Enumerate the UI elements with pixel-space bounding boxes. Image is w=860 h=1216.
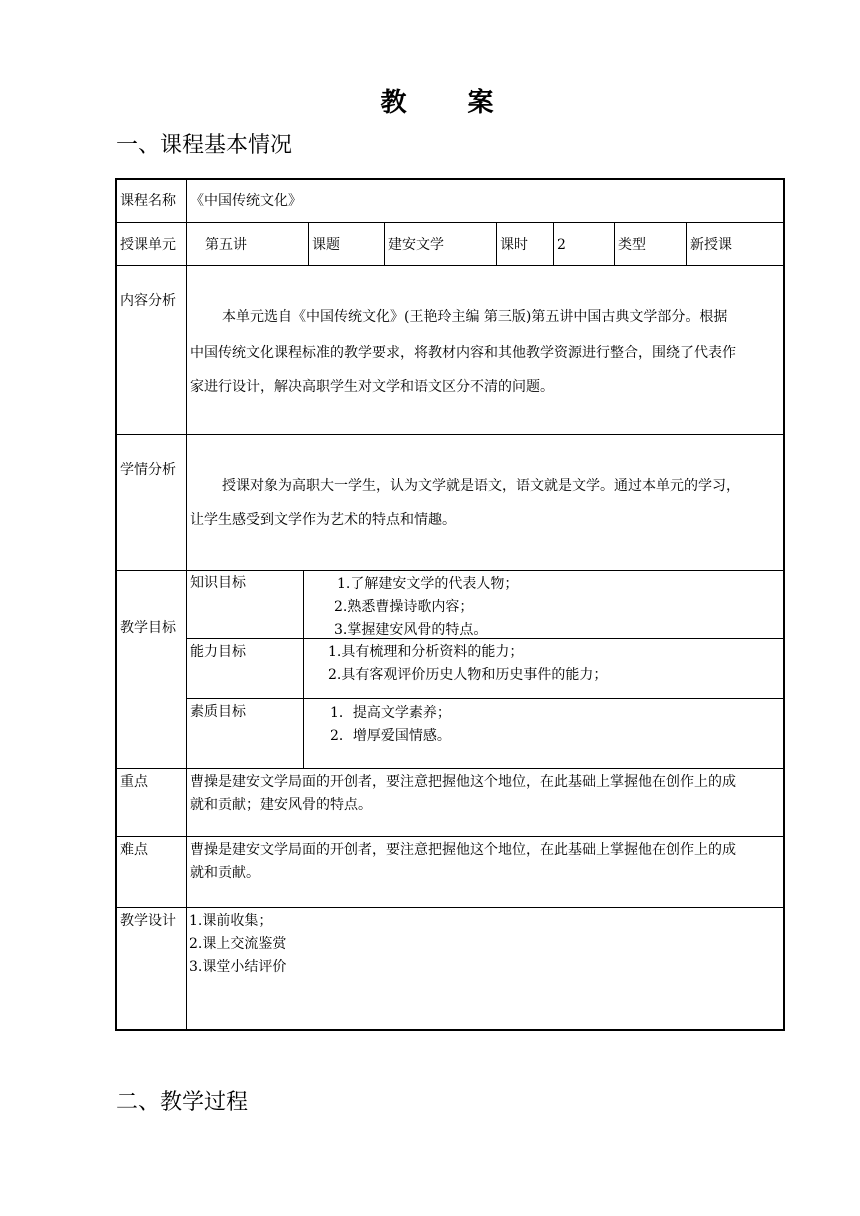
- topic-label: 课题: [312, 237, 340, 253]
- learner-analysis-line-1: 授课对象为高职大一学生，认为文学就是语文，语文就是文学。通过本单元的学习，: [222, 478, 740, 494]
- ability-objective-item: 2.具有客观评价历史人物和历史事件的能力；: [328, 667, 608, 683]
- type-value: 新授课: [690, 237, 732, 253]
- course-name-value: 《中国传统文化》: [190, 193, 302, 209]
- knowledge-objective-item: 2.熟悉曹操诗歌内容；: [334, 599, 474, 615]
- type-label: 类型: [618, 237, 646, 253]
- unit-value: 第五讲: [205, 237, 247, 253]
- content-analysis-line-1: 本单元选自《中国传统文化》(王艳玲主编 第三版)第五讲中国古典文学部分。根据: [222, 309, 728, 325]
- teaching-design-item: 3.课堂小结评价: [189, 959, 287, 975]
- key-points-label: 重点: [120, 774, 148, 790]
- content-analysis-label: 内容分析: [120, 293, 176, 309]
- content-analysis-line-2: 中国传统文化课程标准的教学要求，将教材内容和其他教学资源进行整合，围绕了代表作: [190, 345, 736, 361]
- key-points-line-2: 就和贡献；建安风骨的特点。: [190, 797, 372, 813]
- quality-objective-item: 1．提高文学素养；: [330, 705, 451, 721]
- knowledge-objective-label: 知识目标: [190, 575, 246, 591]
- knowledge-objective-item: 1.了解建安文学的代表人物；: [337, 576, 519, 592]
- content-analysis-line-3: 家进行设计，解决高职学生对文学和语文区分不清的问题。: [190, 379, 554, 395]
- difficulties-label: 难点: [120, 842, 148, 858]
- document-title: 教 案: [380, 88, 520, 118]
- difficulties-line-1: 曹操是建安文学局面的开创者，要注意把握他这个地位，在此基础上掌握他在创作上的成: [190, 842, 736, 858]
- section-heading-teaching-process: 二、教学过程: [116, 1090, 249, 1115]
- ability-objective-item: 1.具有梳理和分析资料的能力；: [328, 644, 524, 660]
- ability-objective-label: 能力目标: [190, 644, 246, 660]
- teaching-design-item: 1.课前收集；: [189, 913, 273, 929]
- hours-label: 课时: [500, 237, 528, 253]
- quality-objective-label: 素质目标: [190, 704, 246, 720]
- teaching-design-label: 教学设计: [120, 913, 176, 929]
- learner-analysis-label: 学情分析: [120, 462, 176, 478]
- topic-value: 建安文学: [388, 237, 444, 253]
- learner-analysis-line-2: 让学生感受到文学作为艺术的特点和情趣。: [190, 512, 456, 528]
- unit-label: 授课单元: [120, 237, 176, 253]
- knowledge-objective-item: 3.掌握建安风骨的特点。: [334, 622, 488, 638]
- hours-value: 2: [557, 237, 566, 253]
- section-heading-basic-info: 一、课程基本情况: [116, 133, 293, 158]
- teaching-design-item: 2.课上交流鉴赏: [189, 936, 287, 952]
- course-name-label: 课程名称: [120, 193, 176, 209]
- difficulties-line-2: 就和贡献。: [190, 865, 260, 881]
- key-points-line-1: 曹操是建安文学局面的开创者，要注意把握他这个地位，在此基础上掌握他在创作上的成: [190, 774, 736, 790]
- objectives-label: 教学目标: [120, 620, 176, 636]
- quality-objective-item: 2．增厚爱国情感。: [330, 728, 451, 744]
